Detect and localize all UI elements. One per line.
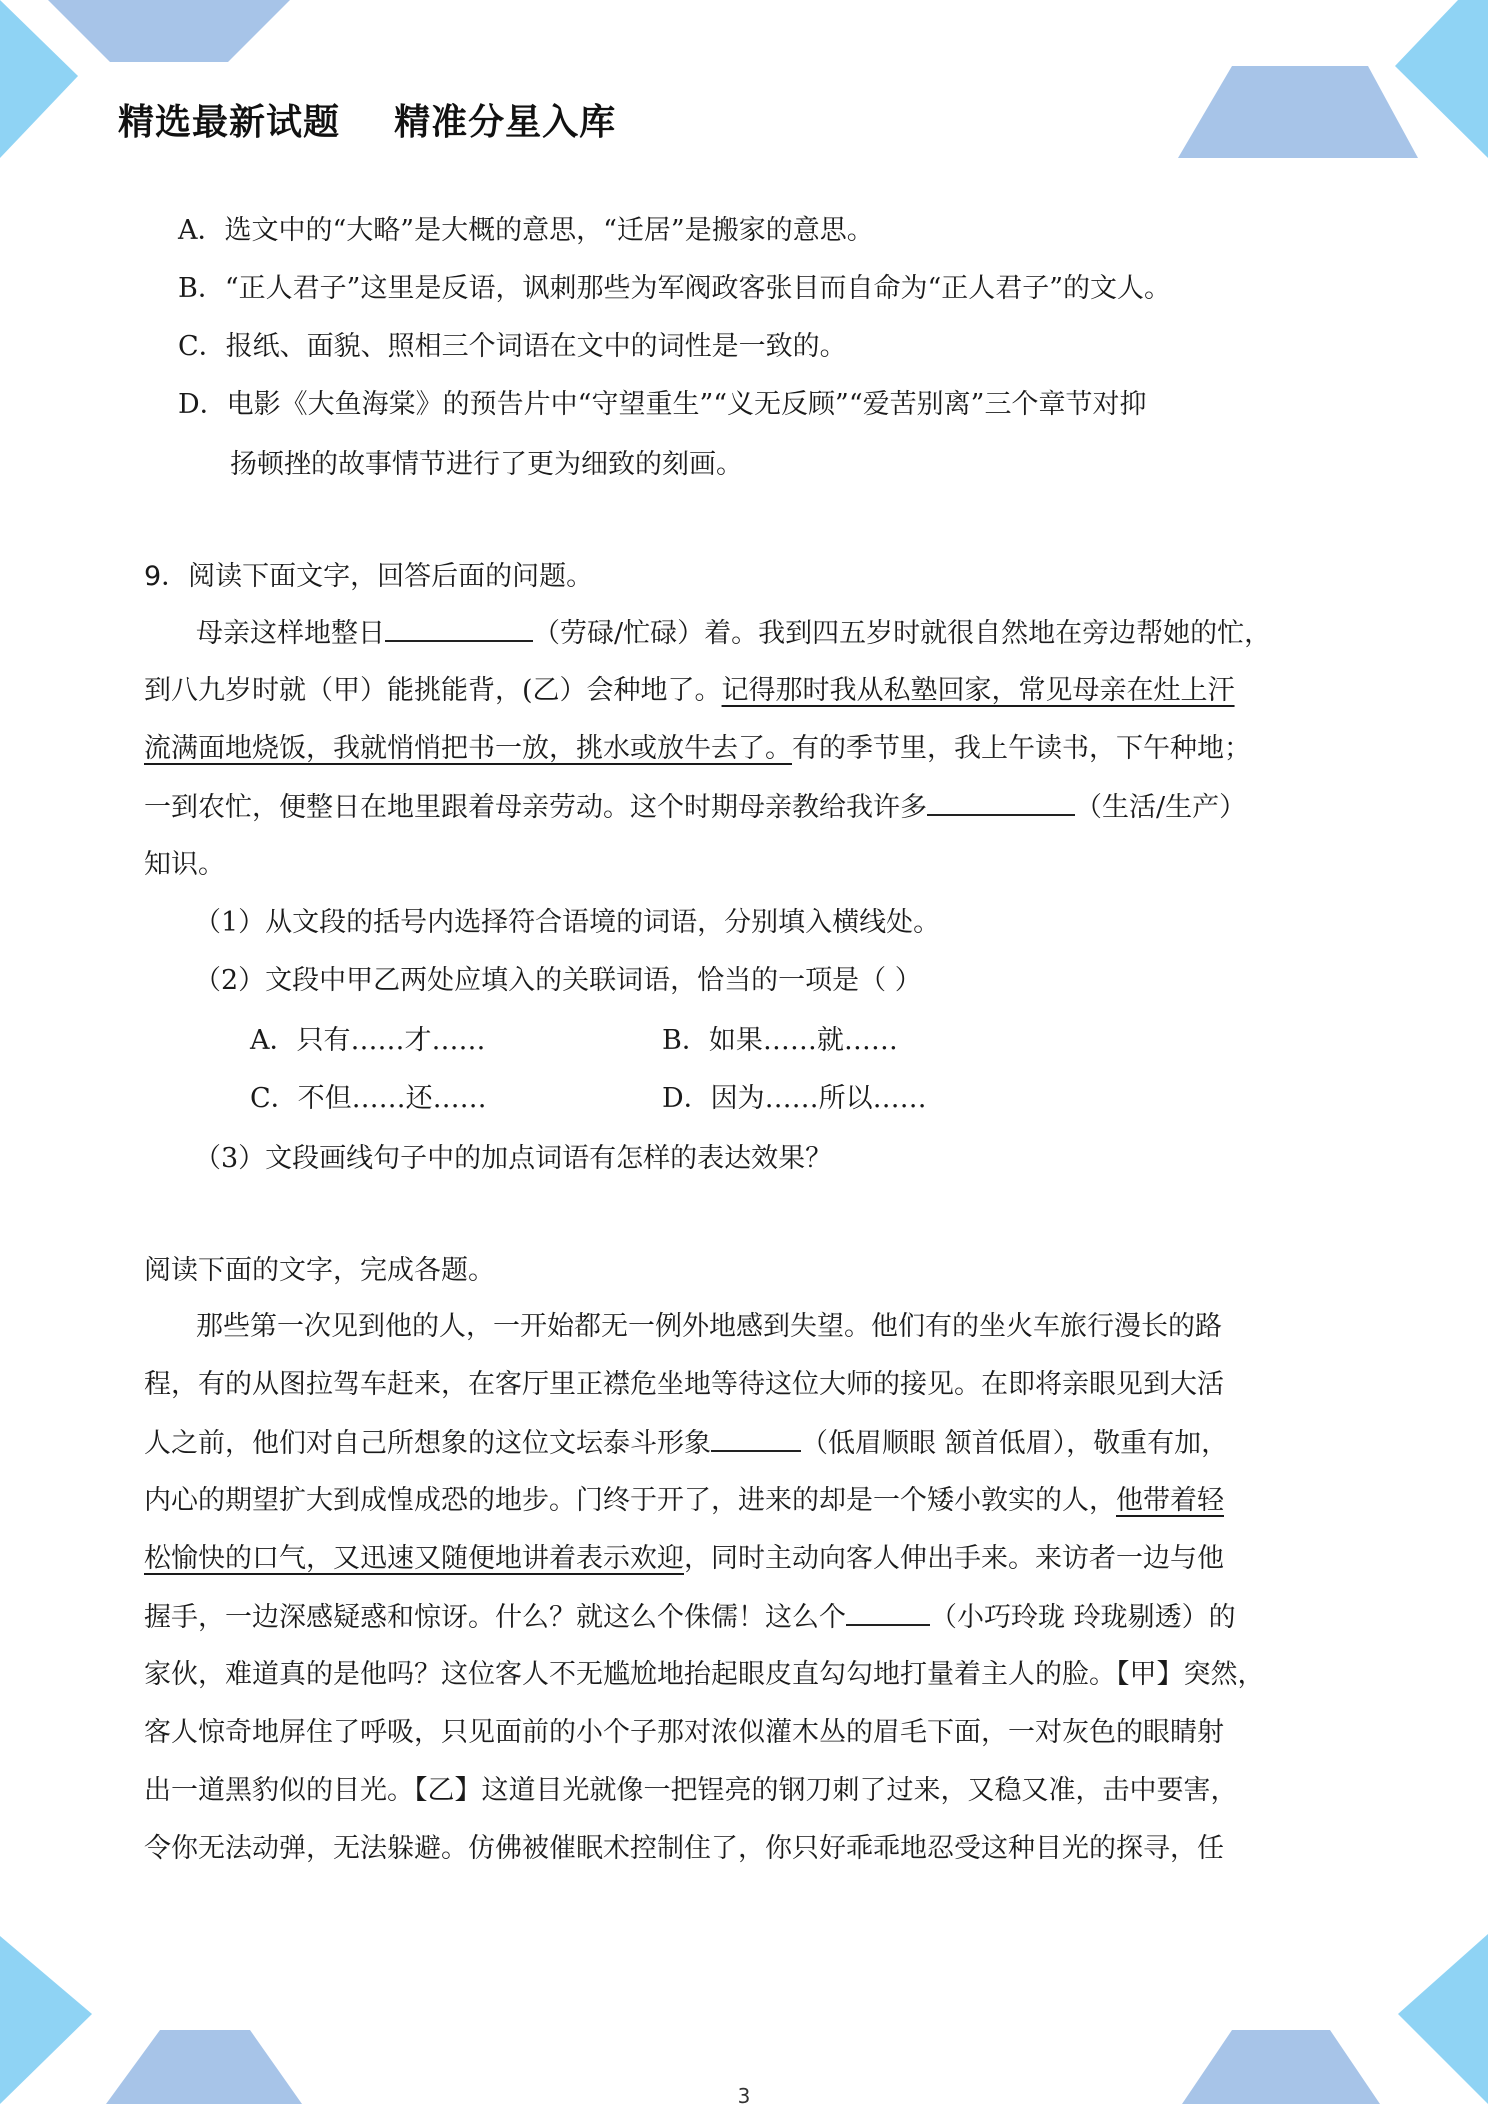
passage-text: （小巧玲珑 玲珑剔透）的 xyxy=(930,1602,1236,1633)
passage-text: ，同时主动向客人伸出手来。来访者一边与他 xyxy=(684,1543,1224,1574)
passage-line-3 xyxy=(144,1424,1228,1463)
fill-blank[interactable] xyxy=(385,614,533,642)
passage-text: 握手，一边深感疑惑和惊讶。什么？就这么个侏儒！这么个 xyxy=(144,1602,846,1633)
underlined-sentence: 流满面地烧饭，我就悄悄把书一放，挑水或放牛去了。 xyxy=(144,733,792,764)
fill-blank[interactable] xyxy=(711,1424,801,1452)
q9-paragraph-line2 xyxy=(144,672,1235,710)
q9-sub-question-2: （2）文段中甲乙两处应填入的关联词语，恰当的一项是（ ） xyxy=(194,965,922,996)
q9-text: 一到农忙，便整日在地里跟着母亲劳动。这个时期母亲教给我许多 xyxy=(144,792,927,823)
option-d-line1: D．电影《大鱼海棠》的预告片中“守望重生”“义无反顾”“爱苦别离”三个章节对抑 xyxy=(178,389,1147,420)
top-right-triangle xyxy=(1395,0,1488,158)
top-left-triangle xyxy=(0,0,78,158)
fill-blank[interactable] xyxy=(846,1598,930,1626)
option-b: B．“正人君子”这里是反语，讽刺那些为军阀政客张目而自命为“正人君子”的文人。 xyxy=(178,273,1172,304)
q9-sub-question-3: （3）文段画线句子中的加点词语有怎样的表达效果？ xyxy=(194,1143,833,1174)
underlined-sentence: 松愉快的口气，又迅速又随便地讲着表示欢迎 xyxy=(144,1543,684,1574)
passage-text: 内心的期望扩大到成惶成恐的地步。门终于开了，进来的却是一个矮小敦实的人， xyxy=(144,1485,1116,1516)
passage-line-1: 那些第一次见到他的人，一开始都无一例外地感到失望。他们有的坐火车旅行漫长的路 xyxy=(196,1311,1222,1342)
passage-line-2: 程，有的从图拉驾车赶来，在客厅里正襟危坐地等待这位大师的接见。在即将亲眼见到大活 xyxy=(144,1369,1224,1400)
q9-paragraph-line1 xyxy=(196,614,1271,653)
q9-text: （劳碌/忙碌）着。我到四五岁时就很自然地在旁边帮她的忙， xyxy=(533,618,1272,649)
q9-choice-c[interactable]: C．不但……还…… xyxy=(250,1083,487,1114)
q9-sub-question-1: （1）从文段的括号内选择符合语境的词语，分别填入横线处。 xyxy=(194,907,941,938)
passage-text: （低眉顺眼 颔首低眉），敬重有加， xyxy=(801,1428,1229,1459)
bottom-right-triangle xyxy=(1398,1934,1488,2104)
underlined-sentence: 他带着轻 xyxy=(1116,1485,1224,1516)
q9-choice-d[interactable]: D．因为……所以…… xyxy=(662,1083,927,1114)
top-left-trapezoid xyxy=(48,0,290,62)
passage-line-7: 家伙，难道真的是他吗？这位客人不无尴尬地抬起眼皮直勾勾地打量着主人的脸。【甲】突然， xyxy=(144,1659,1265,1690)
bottom-left-triangle xyxy=(0,1936,92,2104)
option-c: C．报纸、面貌、照相三个词语在文中的词性是一致的。 xyxy=(178,331,847,362)
fill-blank[interactable] xyxy=(927,788,1075,816)
passage-line-9: 出一道黑豹似的目光。【乙】这道目光就像一把锃亮的钢刀刺了过来，又稳又准，击中要害， xyxy=(144,1775,1238,1806)
passage-text: 人之前，他们对自己所想象的这位文坛泰斗形象 xyxy=(144,1428,711,1459)
passage-line-5 xyxy=(144,1540,1224,1578)
q9-text: 有的季节里，我上午读书，下午种地； xyxy=(792,733,1251,764)
top-right-trapezoid xyxy=(1178,66,1418,158)
underlined-sentence: 记得那时我从私塾回家，常见母亲在灶上汗 xyxy=(721,675,1235,706)
page-header-title: 精选最新试题 精准分星入库 xyxy=(118,102,617,143)
option-d-line2: 扬顿挫的故事情节进行了更为细致的刻画。 xyxy=(230,449,743,480)
q9-paragraph-line4 xyxy=(144,788,1246,827)
q9-text: （生活/生产） xyxy=(1075,792,1247,823)
passage-line-6 xyxy=(144,1598,1236,1637)
q9-choice-b[interactable]: B．如果……就…… xyxy=(662,1025,898,1056)
passage-line-4 xyxy=(144,1482,1224,1520)
page-number: 3 xyxy=(737,2084,751,2108)
question-9-heading: 9．阅读下面文字，回答后面的问题。 xyxy=(144,561,594,592)
q9-choice-a[interactable]: A．只有……才…… xyxy=(250,1025,486,1056)
passage-line-10: 令你无法动弹，无法躲避。仿佛被催眠术控制住了，你只好乖乖地忍受这种目光的探寻，任 xyxy=(144,1833,1224,1864)
q9-text: 到八九岁时就（甲）能挑能背，(乙）会种地了。 xyxy=(144,675,722,706)
q9-paragraph-line5: 知识。 xyxy=(144,849,225,880)
option-a: A．选文中的“大略”是大概的意思，“迁居”是搬家的意思。 xyxy=(178,215,874,246)
reading-heading: 阅读下面的文字，完成各题。 xyxy=(144,1255,495,1286)
q9-text: 母亲这样地整日 xyxy=(196,618,385,649)
passage-line-8: 客人惊奇地屏住了呼吸，只见面前的小个子那对浓似灌木丛的眉毛下面，一对灰色的眼睛射 xyxy=(144,1717,1224,1748)
q9-paragraph-line3 xyxy=(144,730,1251,768)
